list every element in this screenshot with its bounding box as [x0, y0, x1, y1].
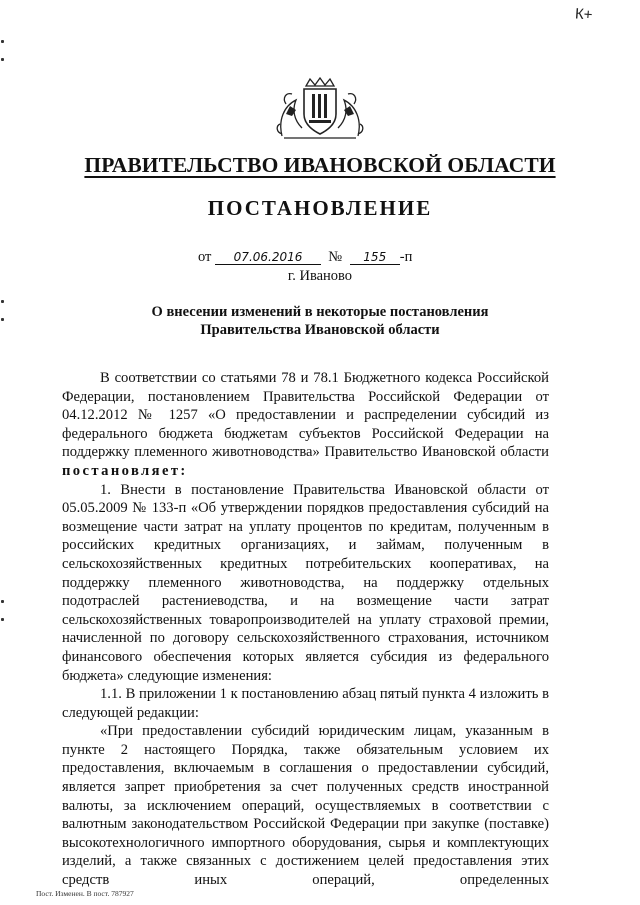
document-type-title: ПОСТАНОВЛЕНИЕ — [207, 196, 433, 220]
subject-line-2: Правительства Ивановской области — [200, 322, 440, 338]
government-title: ПРАВИТЕЛЬСТВО ИВАНОВСКОЙ ОБЛАСТИ — [84, 153, 556, 177]
date-number-line — [198, 249, 412, 266]
subject-line-1: О внесении изменений в некоторые постановления — [151, 304, 489, 320]
item-1-1-paragraph: 1.1. В приложении 1 к постановлению абзац пятый пункта 4 изложить в следующей редакции: — [62, 686, 549, 721]
document-date: 07.06.2016 — [215, 250, 321, 265]
date-prefix: от — [198, 249, 212, 265]
city-name: г. Иваново — [287, 268, 353, 284]
decree-word: постановляет: — [62, 462, 188, 479]
preamble-text: В соответствии со статьями 78 и 78.1 Бюджетного кодекса Российской Федерации, постановлением Правительства Российской Федерации от 04.12.2012 № 1257 «О предоставлении и распределении субсидий из федерального бюджета бюджетам субъектов Российской Федерации на поддержку племенного животноводства» Правительство Ивановской области — [62, 370, 549, 461]
number-suffix: -п — [399, 249, 413, 265]
document-body — [62, 369, 549, 890]
handwritten-corner-note: К+ — [574, 5, 594, 24]
number-sign: № — [328, 249, 343, 265]
preamble-paragraph — [62, 369, 549, 481]
footer-note: Пост. Изменен. В пост. 787927 — [36, 889, 134, 898]
ivanovo-coat-of-arms-icon — [272, 76, 368, 142]
item-1-paragraph: 1. Внести в постановление Правительства Ивановской области от 05.05.2009 № 133-п «Об утверждении порядков предоставления субсидий на возмещение части затрат на уплату процентов по кредитам, полученным в российских кредитных организациях, и займам, полученным в сельскохозяйственных кредитных потребительских кооперативах, на поддержку племенного животноводства, на поддержку отдельных подотраслей растениеводства, и на возмещение части затрат сельскохозяйственных товаропроизводителей на уплату страховой премии, начисленной по договору сельскохозяйственного страхования, источником финансового обеспечения которых является субсидия из федерального бюджета» следующие изменения: — [62, 481, 549, 684]
document-subject — [0, 303, 640, 339]
binding-marks — [0, 0, 6, 905]
document-number: 155 — [350, 250, 400, 265]
quoted-paragraph: «При предоставлении субсидий юридическим лицам, указанным в пункте 2 настоящего Порядка, также обязательным условием их предоставления, включаемым в соглашения о предоставлении субсидий, является запрет приобретения за счет полученных средств иностранной валюты, за исключением операций, осуществляемых в соответствии с валютным законодательством Российской Федерации при закупке (поставке) высокотехнологичного импортного оборудования, сырья и комплектующих изделий, а также связанных с достижением целей предоставления этих средств иных операций, определенных — [62, 723, 549, 889]
